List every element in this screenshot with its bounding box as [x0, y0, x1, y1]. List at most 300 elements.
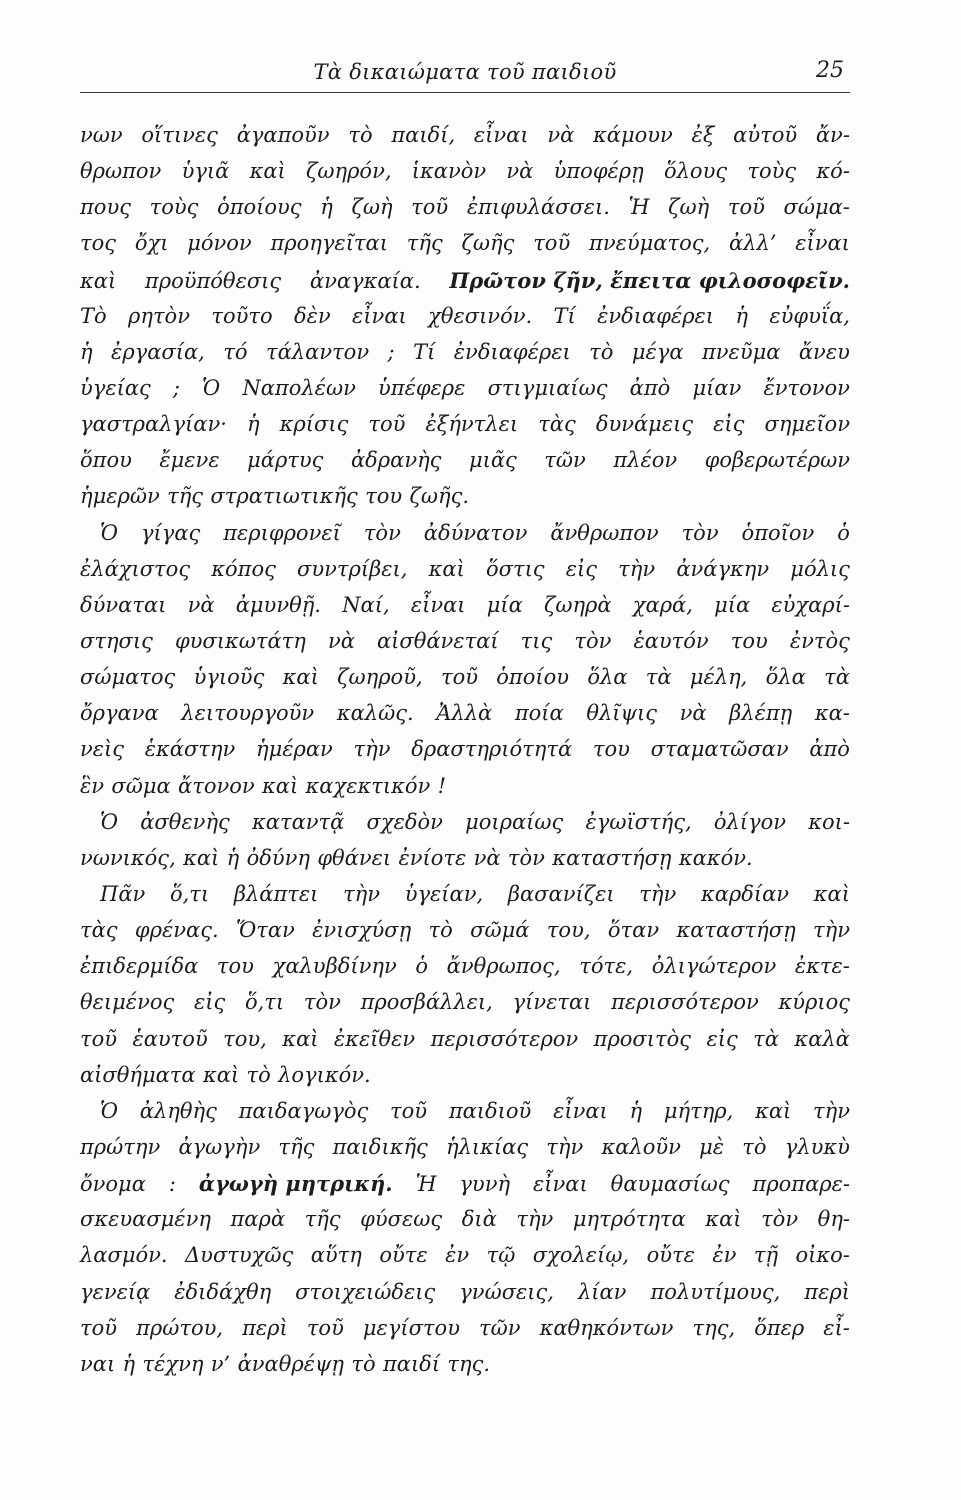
word: ἡ	[735, 303, 748, 328]
word: ἡμερῶν	[80, 484, 160, 509]
text-line	[80, 376, 850, 412]
word: μία	[486, 592, 523, 617]
word: τὸ	[246, 1062, 271, 1087]
word: μητρότητα	[572, 1207, 686, 1232]
word: νων	[80, 123, 123, 147]
word: ζωὴ	[668, 195, 710, 220]
word: τῶν	[479, 1315, 521, 1340]
word: παιδιοῦ	[448, 1098, 532, 1123]
word: ὁ	[415, 954, 429, 979]
word: νὰ	[547, 123, 575, 147]
word: μία	[714, 592, 751, 617]
word: ὅπου	[80, 448, 132, 473]
word: καρδίαν	[700, 881, 790, 906]
page-number: 25	[816, 58, 844, 83]
word: τοῦ	[368, 412, 406, 437]
word: του,	[546, 918, 591, 943]
text-line	[80, 1063, 850, 1099]
word: ἀγαποῦν	[236, 123, 330, 147]
word: νὰ	[679, 701, 707, 726]
word: ἐδιδάχθη	[174, 1279, 272, 1304]
word: του	[216, 954, 254, 979]
word: οἰκο-	[795, 1243, 850, 1268]
text-line	[80, 1027, 850, 1063]
word: ὑγιοῦς	[193, 665, 265, 690]
word: βλέπῃ	[729, 701, 793, 726]
word: τὸν	[574, 628, 612, 653]
text-line	[80, 195, 850, 231]
word: ἄνευ	[798, 339, 850, 364]
word: θαυμασίως	[610, 1172, 730, 1197]
word: κακόν.	[678, 845, 753, 870]
text-line	[80, 665, 850, 701]
word: ἄτονον	[178, 773, 255, 798]
text-line	[80, 1243, 850, 1279]
word: κό-	[816, 159, 850, 184]
word: κα-	[814, 701, 850, 726]
word: τοῦ	[390, 1098, 428, 1123]
word: ἐνδιαφέρει	[597, 303, 715, 328]
word: τὰ	[753, 1026, 779, 1051]
word: σταματῶσαν	[650, 737, 789, 762]
text-line	[80, 123, 850, 159]
word: τὴν	[813, 1098, 850, 1123]
word: ναι	[80, 1351, 116, 1376]
word: γυνὴ	[459, 1172, 511, 1197]
word: λίαν	[577, 1279, 627, 1304]
text-line	[80, 1352, 850, 1388]
word: εἶναι	[473, 123, 529, 147]
word: φύσεως	[360, 1207, 443, 1232]
word: περὶ	[804, 1279, 850, 1304]
word: πρώτην	[80, 1134, 161, 1159]
word: ἑαυτοῦ	[132, 1026, 208, 1051]
word: τοῦ	[411, 195, 449, 220]
text-line	[80, 629, 850, 665]
word: μίαν	[692, 375, 742, 400]
word: προϋπόθεσις	[144, 268, 282, 293]
word: Ναπολέων	[242, 375, 356, 400]
word: τοὺς	[149, 195, 199, 220]
word: παιδικῆς	[332, 1134, 428, 1159]
word: πνεύματος,	[589, 231, 711, 256]
word: θλῖψις	[586, 701, 657, 726]
word: νὰ	[506, 159, 534, 184]
word: ἄνθρωπον	[550, 520, 659, 545]
word: καὶ	[202, 1062, 240, 1087]
word: καλοῦν	[601, 1134, 681, 1159]
word: μόλις	[790, 556, 850, 581]
word: κόπος	[211, 556, 276, 581]
text-line	[80, 701, 850, 737]
word: πνεῦμα	[701, 339, 781, 364]
word: ἀληθὴς	[139, 1098, 217, 1123]
word: εἰς	[565, 556, 597, 581]
text-line	[80, 737, 850, 773]
text-line	[80, 846, 850, 882]
word: ὁποῖον	[741, 520, 815, 545]
text-line	[80, 268, 850, 304]
word: καὶ	[262, 773, 299, 798]
word: τοῦ	[533, 231, 571, 256]
word: Ἡ	[628, 195, 650, 220]
word: θειμένος	[80, 990, 175, 1015]
text-line	[80, 774, 850, 810]
word: καὶ	[282, 665, 319, 690]
word: σημεῖον	[764, 412, 850, 437]
text-line	[80, 448, 850, 484]
word: νὰ	[187, 592, 215, 617]
word: καὶ	[755, 1098, 792, 1123]
word: τοῦ	[80, 1026, 118, 1051]
word: ὑγείας	[80, 375, 151, 400]
word: δὲν	[294, 303, 331, 328]
word: μοιραίως	[465, 809, 564, 834]
word: μέλη,	[689, 665, 748, 690]
word: ἐγωϊστής,	[585, 809, 692, 834]
word: μήτηρ,	[663, 1098, 734, 1123]
word: κάμουν	[593, 123, 673, 147]
word: ἀμυνθῇ.	[235, 592, 321, 617]
word: τὰ	[824, 665, 850, 690]
word: διὰ	[461, 1207, 497, 1232]
word: τάλαντον	[266, 339, 370, 364]
word: πρώτου,	[136, 1315, 224, 1340]
word: τις	[520, 628, 553, 653]
word: καὶ	[813, 881, 850, 906]
text-line	[80, 304, 850, 340]
text-line	[80, 593, 850, 629]
text-line	[80, 159, 850, 195]
word: Ἡ	[415, 1172, 437, 1197]
word: τος	[80, 231, 117, 256]
text-line	[80, 1171, 850, 1207]
word: τέχνη	[142, 1351, 204, 1376]
word: ὀλιγώτερον	[651, 954, 777, 979]
word: τὸν	[303, 990, 341, 1015]
word: καταντᾷ	[252, 809, 345, 834]
word: ὁποίους	[217, 195, 302, 220]
word: ὀλίγον	[713, 809, 787, 834]
word: Ὁ	[100, 1098, 119, 1123]
text-line	[80, 1135, 850, 1171]
word: εἶναι	[795, 231, 850, 256]
word: στιγμιαίως	[487, 375, 608, 400]
word: δύναται	[80, 592, 167, 617]
word: σῶμα	[111, 773, 171, 798]
word: ἐξ	[691, 123, 715, 147]
text-line	[80, 1316, 850, 1352]
word: ζωηρὰ	[543, 592, 612, 617]
word: γαστραλγίαν·	[80, 412, 227, 437]
word: στησις	[80, 628, 153, 653]
word: βασανίζει	[507, 881, 615, 906]
word: τῆς	[278, 1134, 315, 1159]
word: μέγα	[631, 339, 684, 364]
word: ἡλικίας	[446, 1134, 529, 1159]
word: τὸν	[681, 520, 719, 545]
word: της,	[692, 1315, 736, 1340]
word: παιδί	[382, 1351, 441, 1376]
word: γενείᾳ	[80, 1279, 151, 1304]
word: ἀπὸ	[809, 737, 850, 762]
word: ρητὸν	[128, 303, 190, 328]
text-line	[80, 340, 850, 376]
word: τὸν	[761, 1207, 799, 1232]
word: ὅταν	[607, 918, 660, 943]
word: Τὸ	[80, 303, 107, 328]
word: μόνον	[187, 231, 252, 256]
word: καὶ	[80, 268, 117, 293]
word: τότε,	[579, 954, 634, 979]
word: ἀπὸ	[629, 375, 671, 400]
word: τὴν	[353, 737, 391, 762]
word: τοῦ	[306, 1315, 344, 1340]
word: ποία	[514, 701, 564, 726]
word: τοῦ	[440, 665, 478, 690]
word: ἀσθενὴς	[140, 809, 230, 834]
word: ἐξήντλει	[425, 412, 519, 437]
word: γνώσεις,	[459, 1279, 554, 1304]
word: στοιχειώδεις	[295, 1279, 436, 1304]
word: Ὁ	[202, 375, 221, 400]
word: ἐπιδερμίδα	[80, 954, 199, 979]
word: τό	[223, 339, 248, 364]
word: πους	[80, 195, 131, 220]
word: γλυκὺ	[784, 1134, 850, 1159]
word: τὰς	[80, 918, 118, 943]
word: ἡ	[226, 845, 240, 870]
word: καὶ	[183, 845, 220, 870]
word: πλέον	[613, 448, 678, 473]
word: ἀγωγὴ μητρική.	[198, 1171, 393, 1197]
word: τοῦτο	[211, 303, 273, 328]
text-line	[80, 412, 850, 448]
word: ὄνομα	[80, 1172, 146, 1197]
word: τὸ	[589, 339, 614, 364]
word: ὅστις	[485, 556, 545, 581]
word: καλὰ	[794, 1026, 850, 1051]
word: λασμόν.	[80, 1243, 168, 1268]
word: θρωπον	[80, 159, 162, 184]
word: Ὅταν	[235, 918, 295, 943]
word: ἐπιφυλάσσει.	[466, 195, 610, 220]
word: Πᾶν	[100, 881, 146, 906]
word: ἐλάχιστος	[80, 556, 191, 581]
word: καταστήσῃ	[552, 845, 672, 870]
word: ἡ	[122, 1351, 136, 1376]
word: ἔντονον	[763, 375, 850, 400]
word: καθηκόντων	[539, 1315, 674, 1340]
word: ἀλλ’	[728, 231, 777, 256]
text-line	[80, 1280, 850, 1316]
word: ὅλα	[587, 665, 628, 690]
word: τὰ	[645, 665, 672, 690]
word: ἐν	[445, 1243, 470, 1268]
word: πολυτίμους,	[650, 1279, 781, 1304]
word: γίνεται	[512, 990, 592, 1015]
word: μάρτυς	[247, 448, 324, 473]
word: τὸ	[351, 1351, 376, 1376]
word: χαρά,	[632, 592, 693, 617]
word: καὶ	[705, 1207, 742, 1232]
word: λειτουργοῦν	[181, 701, 315, 726]
word: ὁ	[837, 520, 850, 545]
word: περισσότερον	[611, 990, 759, 1015]
word: ἐν	[712, 1243, 737, 1268]
word: Τί	[413, 339, 436, 364]
word: του	[365, 484, 403, 509]
word: ζωηρόν,	[306, 159, 392, 184]
word: εἶναι	[410, 592, 466, 617]
word: σκευασμένη	[80, 1207, 211, 1232]
word: δραστηριότητά	[411, 737, 573, 762]
word: φυσικωτάτη	[174, 628, 306, 653]
word: τὸ	[428, 918, 453, 943]
word: ὑπέφερε	[378, 375, 466, 400]
word: προηγεῖται	[270, 231, 388, 256]
word: ;	[172, 375, 180, 400]
word: ἔμενε	[159, 448, 220, 473]
word: μιᾶς	[468, 448, 517, 473]
word: μὲ	[699, 1134, 725, 1159]
text-line	[80, 990, 850, 1026]
word: Ὁ	[100, 809, 119, 834]
word: αἰσθήματα	[80, 1062, 196, 1087]
word: καχεκτικόν	[305, 773, 431, 798]
word: ἀδύνατον	[423, 520, 528, 545]
word: αὕτη	[310, 1243, 362, 1268]
text-line	[80, 557, 850, 593]
word: εἰς	[193, 990, 226, 1015]
text-line	[80, 882, 850, 918]
word: τὰς	[538, 412, 576, 437]
word: του	[592, 737, 630, 762]
word: θη-	[817, 1207, 850, 1232]
word: Ὁ	[100, 520, 119, 545]
word: Δυστυχῶς	[185, 1243, 294, 1268]
word: τὴν	[516, 1207, 554, 1232]
text-line	[80, 231, 850, 267]
word: ζωῆς.	[409, 484, 470, 509]
word: φοβερωτέρων	[704, 448, 850, 473]
word: παιδί,	[391, 123, 456, 147]
word: ἡ	[629, 1098, 643, 1123]
word: χαλυβδίνην	[272, 954, 397, 979]
word: του	[730, 628, 768, 653]
running-header	[80, 52, 850, 93]
word: ἀνάγκην	[676, 556, 770, 581]
word: περισσότερον	[430, 1026, 579, 1051]
word: ;	[387, 339, 395, 364]
word: παιδαγωγὸς	[238, 1098, 369, 1123]
word: ἐνδιαφέρει	[453, 339, 571, 364]
word: χθεσινόν.	[428, 303, 533, 328]
word: σώματος	[80, 665, 176, 690]
word: τὸν	[363, 520, 401, 545]
word: κύριος	[778, 990, 850, 1015]
word: της.	[447, 1351, 491, 1376]
word: Τί	[553, 303, 576, 328]
word: Ναί,	[342, 592, 390, 617]
word: :	[168, 1172, 176, 1197]
word: παρὰ	[230, 1207, 286, 1232]
word: ζωῆς	[461, 231, 515, 256]
word: ὑγείαν,	[404, 881, 484, 906]
word: εὐφυΐα,	[769, 303, 850, 328]
word: ὅ,τι	[169, 881, 210, 906]
word: καλῶς.	[336, 701, 414, 726]
word: εἰς	[706, 1026, 738, 1051]
word: οὔτε	[379, 1243, 428, 1268]
word: εἶναι	[553, 1098, 608, 1123]
word: τῆς	[406, 231, 443, 256]
word: ὑγιᾶ	[181, 159, 230, 184]
word: σχολείῳ,	[532, 1243, 630, 1268]
word: ζωὴ	[351, 195, 393, 220]
word: κοι-	[808, 809, 850, 834]
word: ἡ	[320, 195, 333, 220]
word: αἰσθάνεταί	[376, 628, 499, 653]
word: σῶμά	[470, 918, 530, 943]
word: τῇ	[753, 1243, 779, 1268]
word: ἱκανὸν	[411, 159, 487, 184]
word: νεὶς	[80, 737, 125, 762]
word: ἑκάστην	[144, 737, 236, 762]
word: ὄργανα	[80, 701, 159, 726]
word: !	[437, 773, 447, 798]
word: ἐντὸς	[789, 628, 850, 653]
text-line	[80, 918, 850, 954]
word: προσιτὸς	[593, 1026, 692, 1051]
text-line	[80, 954, 850, 990]
word: αὐτοῦ	[733, 123, 798, 147]
word: προπαρε-	[752, 1172, 850, 1197]
word: γίγας	[141, 520, 201, 545]
word: ὅλα	[765, 665, 806, 690]
word: φθάνει	[317, 845, 392, 870]
word: εἰς	[713, 412, 745, 437]
word: ἄνθρωπος,	[446, 954, 561, 979]
word: περὶ	[242, 1315, 288, 1340]
word: ὀδύνη	[246, 845, 310, 870]
word: σχεδὸν	[366, 809, 443, 834]
word: στρατιωτικῆς	[210, 484, 358, 509]
word: καὶ	[282, 1026, 319, 1051]
word: καταστήσῃ	[676, 918, 796, 943]
word: ἐργασία,	[111, 339, 205, 364]
word: οἵτινες	[141, 123, 218, 147]
body-text	[80, 123, 850, 1388]
word: ὅπερ	[754, 1315, 805, 1340]
word: ἀδρανὴς	[350, 448, 442, 473]
word: ἀναθρέψῃ	[237, 1351, 345, 1376]
word: κρίσις	[279, 412, 349, 437]
word: ἐνισχύσῃ	[312, 918, 412, 943]
word: τὴν	[546, 1134, 584, 1159]
word: καὶ	[249, 159, 286, 184]
word: προσβάλλει,	[360, 990, 493, 1015]
word: τῆς	[304, 1207, 341, 1232]
word: ἡ	[247, 412, 260, 437]
word: τὸ	[742, 1134, 767, 1159]
word: φρένας.	[134, 918, 219, 943]
word: νὰ	[473, 845, 501, 870]
word: ἐκεῖθεν	[333, 1026, 416, 1051]
word: Ἀλλὰ	[436, 701, 493, 726]
word: τῶν	[544, 448, 586, 473]
word: Πρῶτον ζῆν, ἔπειτα φιλοσοφεῖν.	[449, 267, 850, 293]
